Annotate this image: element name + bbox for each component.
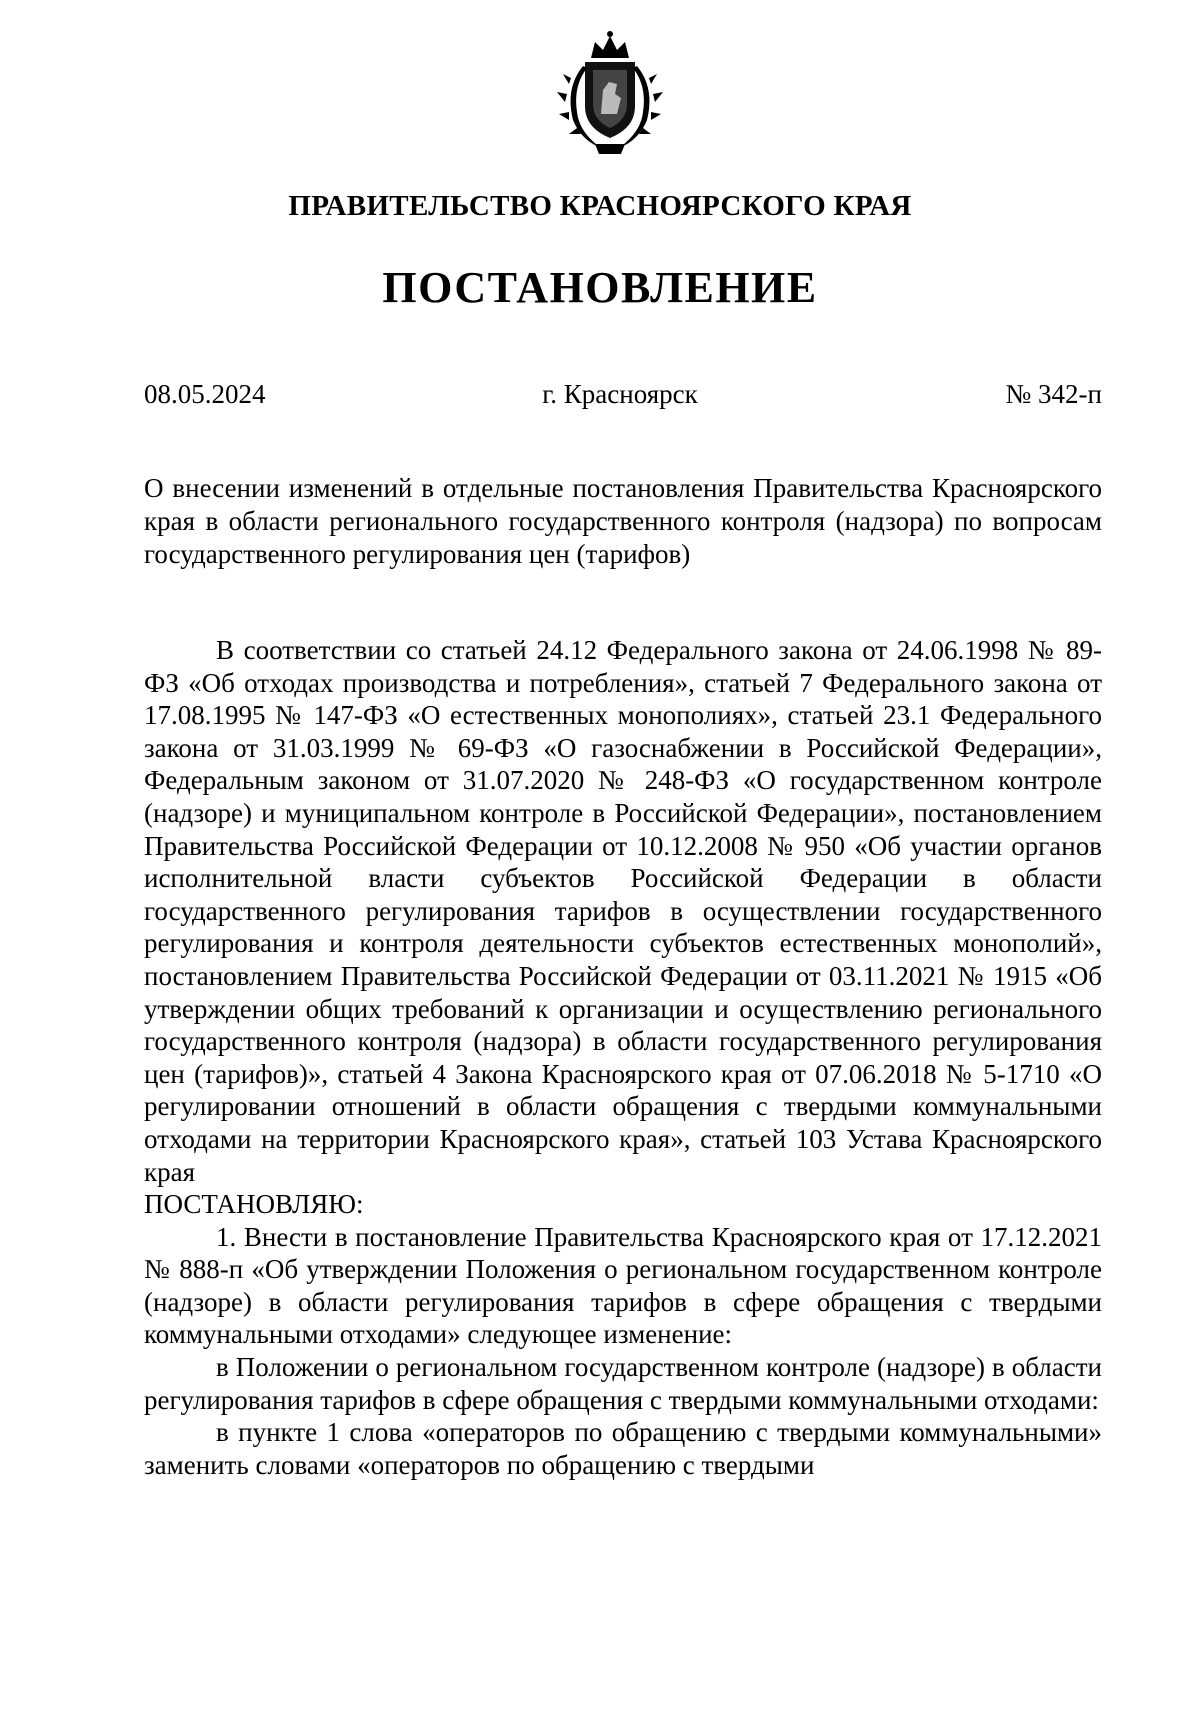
krasnoyarsk-coat-of-arms-icon [555,28,665,158]
item-1-sub-paragraph: в Положении о региональном государственном контроле (надзоре) в области регулирования тарифов в сфере обращения с твердыми коммунальными отходами: [144,1352,1102,1415]
organization-name: ПРАВИТЕЛЬСТВО КРАСНОЯРСКОГО КРАЯ [288,190,912,222]
document-body [144,634,1102,1481]
document-subject: О внесении изменений в отдельные постановления Правительства Красноярского края в области регионального государственного контроля (надзора) по вопросам государственного регулирования цен (тарифов) [144,473,1102,569]
item-1-paragraph: 1. Внести в постановление Правительства Красноярского края от 17.12.2021 № 888-п «Об утверждении Положения о региональном государственном контроле (надзоре) в области регулирования тарифов в сфере обращения с твердыми коммунальными отходами» следующее изменение: [144,1221,1102,1350]
document-city: г. Красноярск [542,379,698,409]
preamble-paragraph: В соответствии со статьей 24.12 Федерального закона от 24.06.1998 № 89-ФЗ «Об отходах производства и потребления», статьей 7 Федерального закона от 17.08.1995 № 147-ФЗ «О естественных монополиях», статьей 23.1 Федерального закона от 31.03.1999 № 69-ФЗ «О газоснабжении в Российской Федерации», Федеральным законом от 31.07.2020 № 248-ФЗ «О государственном контроле (надзоре) и муниципальном контроле в Российской Федерации», постановлением Правительства Российской Федерации от 10.12.2008 № 950 «Об участии органов исполнительной власти субъектов Российской Федерации в области государственного регулирования тарифов в осуществлении государственного регулирования и контроля деятельности субъектов естественных монополий», постановлением Правительства Российской Федерации от 03.11.2021 № 1915 «Об утверждении общих требований к организации и осуществлению регионального государственного контроля (надзора) в области государственного регулирования цен (тарифов)», статьей 4 Закона Красноярского края от 07.06.2018 № 5-1710 «О регулировании отношений в области обращения с твердыми коммунальными отходами на территории Красноярского края», статьей 103 Устава Красноярского края [144,635,1102,1187]
document-type: ПОСТАНОВЛЕНИЕ [382,263,818,312]
document-date: 08.05.2024 [144,379,266,409]
resolve-word: ПОСТАНОВЛЯЮ: [144,1189,364,1220]
item-1-point-paragraph: в пункте 1 слова «операторов по обращению с твердыми коммунальными» заменить словами «операторов по обращению с твердыми [144,1417,1102,1480]
document-number: № 342-п [1005,379,1102,409]
